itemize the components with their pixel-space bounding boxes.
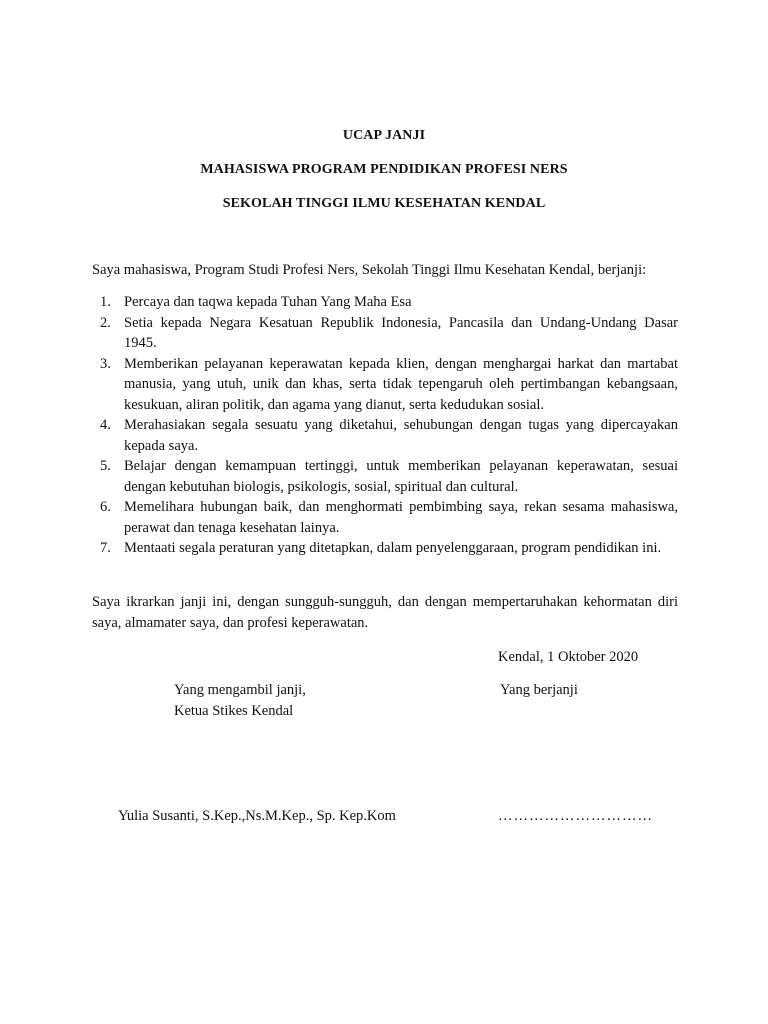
pledge-number: 3. [100, 355, 111, 372]
pledge-number: 7. [100, 540, 111, 556]
pledge-number: 6. [100, 499, 111, 515]
pledge-list [92, 292, 678, 559]
oath-taker-label: Yang mengambil janji, [174, 682, 306, 698]
pledge-text: Merahasiakan segala sesuatu yang diketahui, sehubungan dengan tugas yang dipercayakan kepada saya. [124, 417, 678, 454]
oath-taker-name: Yulia Susanti, S.Kep.,Ns.M.Kep., Sp. Kep.Kom [118, 808, 396, 824]
intro-paragraph: Saya mahasiswa, Program Studi Profesi Ners, Sekolah Tinggi Ilmu Kesehatan Kendal, berjanji: [92, 262, 647, 278]
pledge-item [92, 354, 678, 416]
pledge-number: 5. [100, 458, 111, 474]
closing-paragraph: Saya ikrarkan janji ini, dengan sungguh-sungguh, dan dengan mempertaruhakan kehormatan diri saya, almamater saya, dan profesi keperawatan. [92, 594, 678, 631]
pledge-item [92, 538, 678, 559]
pledge-text: Memelihara hubungan baik, dan menghormati pembimbing saya, rekan sesama mahasiswa, perawat dan tenaga kesehatan lainya. [124, 499, 678, 536]
pledge-text: Memberikan pelayanan keperawatan kepada klien, dengan menghargai harkat dan martabat manusia, yang utuh, unik dan khas, serta tidak tepengaruh oleh pertimbangan kebangsaan, kesukuan, aliran politik, dan agama yang dianut, serta kedudukan sosial. [124, 355, 678, 413]
document-title: UCAP JANJI [342, 128, 426, 143]
pledge-item [92, 456, 678, 497]
place-date: Kendal, 1 Oktober 2020 [498, 649, 639, 665]
pledge-item [92, 497, 678, 538]
pledge-text: Setia kepada Negara Kesatuan Republik Indonesia, Pancasila dan Undang-Undang Dasar 1945. [124, 314, 678, 351]
pledge-number: 1. [100, 294, 111, 310]
pledge-number: 4. [100, 417, 111, 433]
pledge-number: 2. [100, 314, 111, 331]
pledge-text: Mentaati segala peraturan yang ditetapkan, dalam penyelenggaraan, program pendidikan ini. [124, 540, 662, 556]
pledge-item [92, 292, 678, 313]
pledge-text: Belajar dengan kemampuan tertinggi, untuk memberikan pelayanan keperawatan, sesuai dengan kebutuhan biologis, psikologis, sosial, spiritual dan cultural. [124, 458, 678, 495]
pledge-text: Percaya dan taqwa kepada Tuhan Yang Maha Esa [124, 294, 412, 310]
oath-taker-role: Ketua Stikes Kendal [174, 702, 294, 719]
institution-title: SEKOLAH TINGGI ILMU KESEHATAN KENDAL [222, 196, 546, 211]
pledger-label: Yang berjanji [500, 682, 578, 698]
program-title: MAHASISWA PROGRAM PENDIDIKAN PROFESI NERS [200, 162, 568, 177]
oath-taker-block [174, 680, 306, 721]
pledge-item [92, 313, 678, 354]
pledge-item [92, 415, 678, 456]
pledger-signature-line: ………………………… [498, 808, 653, 824]
